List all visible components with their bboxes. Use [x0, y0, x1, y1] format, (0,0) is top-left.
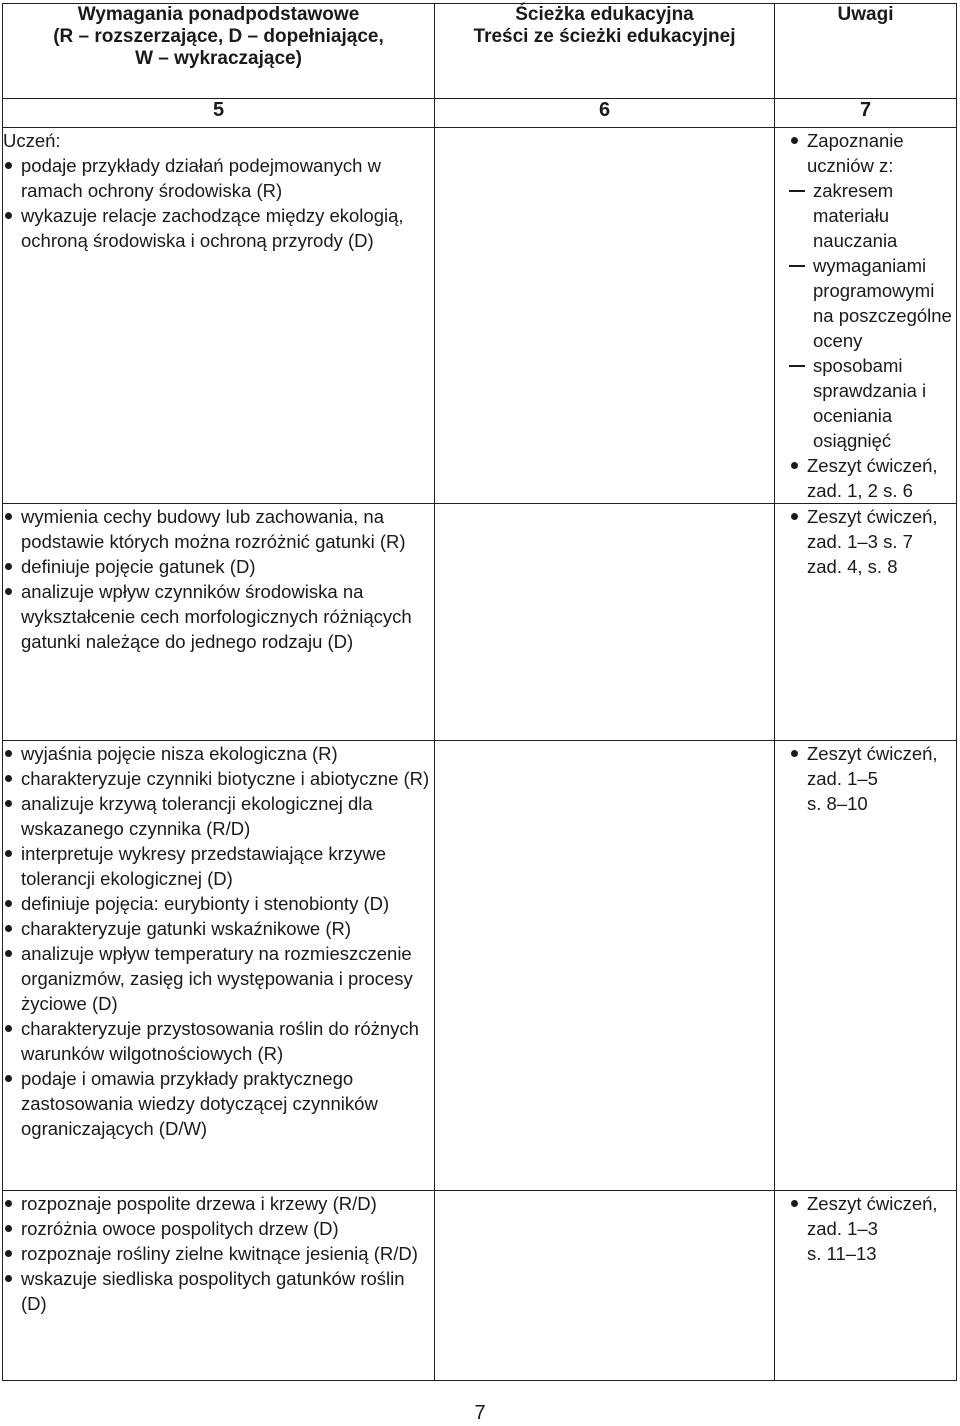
column-number-7: 7 — [775, 99, 957, 128]
column-number-row — [3, 99, 957, 128]
list-item: rozpoznaje pospolite drzewa i krzewy (R/D) — [3, 1191, 434, 1216]
exercise-reference: s. 11–13 — [807, 1243, 877, 1264]
list-item: Zapoznanie uczniów z: — [789, 128, 952, 178]
requirements-cell — [3, 128, 435, 504]
requirements-cell — [3, 741, 435, 1191]
list-item: wymienia cechy budowy lub zachowania, na podstawie których można rozróżnić gatunki (R) — [3, 504, 434, 554]
list-item: Zeszyt ćwiczeń, — [789, 1191, 952, 1216]
exercise-reference: zad. 1–5 — [807, 768, 878, 789]
dash-item: sposobami sprawdzania i oceniania osiągnięć — [789, 353, 952, 453]
header-row — [3, 4, 957, 99]
list-item: charakteryzuje czynniki biotyczne i abiotyczne (R) — [3, 766, 434, 791]
dash-item: zakresem materiału nauczania — [789, 178, 952, 253]
exercise-reference: s. 8–10 — [807, 793, 868, 814]
table-row — [3, 504, 957, 741]
header-education-path: Ścieżka edukacyjna Treści ze ścieżki edukacyjnej — [435, 4, 775, 99]
requirements-cell — [3, 504, 435, 741]
exercise-reference: zad. 4, s. 8 — [807, 556, 898, 577]
list-item: charakteryzuje przystosowania roślin do różnych warunków wilgotnościowych (R) — [3, 1016, 434, 1066]
requirements-cell — [3, 1191, 435, 1381]
list-item: analizuje wpływ czynników środowiska na wykształcenie cech morfologicznych różniących gatunki należące do jednego rodzaju (D) — [3, 579, 434, 654]
table-row — [3, 1191, 957, 1381]
list-item: wyjaśnia pojęcie nisza ekologiczna (R) — [3, 741, 434, 766]
list-item: podaje przykłady działań podejmowanych w ramach ochrony środowiska (R) — [3, 153, 434, 203]
notes-cell — [775, 741, 957, 1191]
list-item: analizuje wpływ temperatury na rozmieszczenie organizmów, zasięg ich występowania i procesy życiowe (D) — [3, 941, 434, 1016]
notes-cell — [775, 128, 957, 504]
list-item: wskazuje siedliska pospolitych gatunków roślin (D) — [3, 1266, 434, 1316]
list-item: Zeszyt ćwiczeń, — [789, 504, 952, 529]
list-item: rozróżnia owoce pospolitych drzew (D) — [3, 1216, 434, 1241]
page-number: 7 — [474, 1402, 486, 1424]
column-number-6: 6 — [435, 99, 775, 128]
header-requirements: Wymagania ponadpodstawowe (R – rozszerzające, D – dopełniające, W – wykraczające) — [3, 4, 435, 99]
list-item: interpretuje wykresy przedstawiające krzywe tolerancji ekologicznej (D) — [3, 841, 434, 891]
list-item: analizuje krzywą tolerancji ekologicznej dla wskazanego czynnika (R/D) — [3, 791, 434, 841]
list-item: definiuje pojęcie gatunek (D) — [3, 554, 434, 579]
education-path-cell — [435, 504, 775, 741]
header-notes: Uwagi — [775, 4, 957, 99]
education-path-cell — [435, 128, 775, 504]
list-item: rozpoznaje rośliny zielne kwitnące jesienią (R/D) — [3, 1241, 434, 1266]
education-path-cell — [435, 741, 775, 1191]
exercise-reference: zad. 1–3 s. 7 — [807, 531, 913, 552]
notes-cell — [775, 504, 957, 741]
education-path-cell — [435, 1191, 775, 1381]
list-item: Zeszyt ćwiczeń, — [789, 453, 952, 478]
notes-cell — [775, 1191, 957, 1381]
list-item: definiuje pojęcia: eurybionty i stenobionty (D) — [3, 891, 434, 916]
table-row — [3, 128, 957, 504]
list-item: charakteryzuje gatunki wskaźnikowe (R) — [3, 916, 434, 941]
exercise-reference: zad. 1, 2 s. 6 — [807, 480, 913, 501]
column-number-5: 5 — [3, 99, 435, 128]
table-row — [3, 741, 957, 1191]
list-item: wykazuje relacje zachodzące między ekologią, ochroną środowiska i ochroną przyrody (D) — [3, 203, 434, 253]
list-item: Zeszyt ćwiczeń, — [789, 741, 952, 766]
list-item: podaje i omawia przykłady praktycznego zastosowania wiedzy dotyczącej czynników ograniczających (D/W) — [3, 1066, 434, 1141]
lead-text: Uczeń: — [3, 130, 61, 151]
dash-item: wymaganiami programowymi na poszczególne oceny — [789, 253, 952, 353]
exercise-reference: zad. 1–3 — [807, 1218, 878, 1239]
curriculum-table — [2, 3, 957, 1381]
